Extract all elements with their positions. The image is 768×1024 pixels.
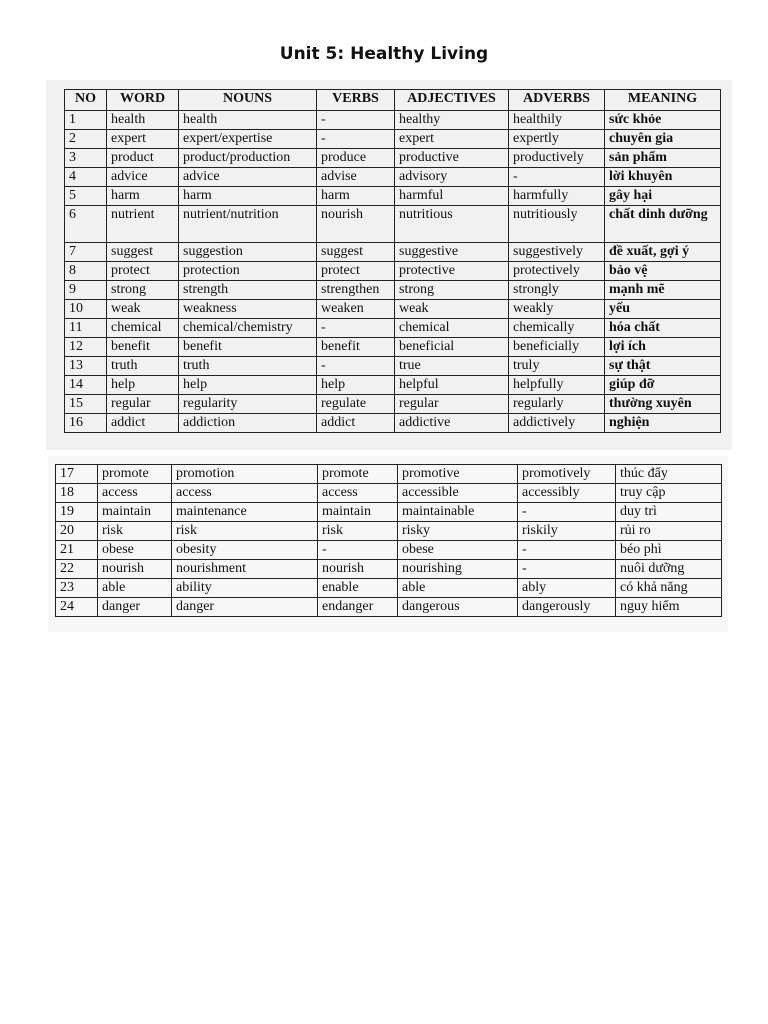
table-cell: chemically: [509, 319, 605, 338]
table-cell: strongly: [509, 281, 605, 300]
table-row: [56, 560, 722, 579]
table-cell: đề xuất, gợi ý: [605, 243, 721, 262]
column-header: WORD: [107, 90, 179, 111]
table-row: [56, 541, 722, 560]
table-cell: helpful: [395, 376, 509, 395]
table-cell: protect: [107, 262, 179, 281]
table-cell: 18: [56, 484, 98, 503]
table-cell: -: [518, 503, 616, 522]
table-cell: -: [317, 319, 395, 338]
table-cell: chemical: [107, 319, 179, 338]
table-cell: 9: [65, 281, 107, 300]
table-cell: nourish: [98, 560, 172, 579]
table-cell: nuôi dưỡng: [616, 560, 722, 579]
table-row: [65, 376, 721, 395]
table-cell: weakness: [179, 300, 317, 319]
table-cell: addict: [107, 414, 179, 433]
table-cell: mạnh mẽ: [605, 281, 721, 300]
table-cell: strong: [395, 281, 509, 300]
table-header-row: [65, 90, 721, 111]
table-cell: danger: [172, 598, 318, 617]
table-cell: advise: [317, 168, 395, 187]
table-cell: sản phẩm: [605, 149, 721, 168]
table-cell: regularity: [179, 395, 317, 414]
table-cell: expert: [107, 130, 179, 149]
column-header: MEANING: [605, 90, 721, 111]
table-cell: obese: [398, 541, 518, 560]
table-cell: 2: [65, 130, 107, 149]
table-cell: 17: [56, 465, 98, 484]
table-cell: harmful: [395, 187, 509, 206]
table-cell: health: [179, 111, 317, 130]
table-cell: access: [318, 484, 398, 503]
table-cell: benefit: [179, 338, 317, 357]
table-cell: regular: [107, 395, 179, 414]
table-cell: nourish: [318, 560, 398, 579]
table-cell: promote: [98, 465, 172, 484]
table-cell: risk: [172, 522, 318, 541]
vocabulary-table-2: [55, 464, 722, 617]
table-row: [56, 598, 722, 617]
table-cell: 20: [56, 522, 98, 541]
table-cell: productively: [509, 149, 605, 168]
table-cell: accessibly: [518, 484, 616, 503]
table-cell: advice: [179, 168, 317, 187]
table-row: [65, 395, 721, 414]
table-cell: promotion: [172, 465, 318, 484]
table-cell: product/production: [179, 149, 317, 168]
table-cell: 8: [65, 262, 107, 281]
table-cell: truth: [179, 357, 317, 376]
table-cell: nourish: [317, 206, 395, 243]
table-row: [65, 206, 721, 243]
table-cell: thường xuyên: [605, 395, 721, 414]
table-row: [65, 168, 721, 187]
table-row: [65, 281, 721, 300]
table-cell: 12: [65, 338, 107, 357]
page-title: Unit 5: Healthy Living: [279, 44, 489, 64]
table-cell: -: [518, 541, 616, 560]
table-cell: regulate: [317, 395, 395, 414]
table-cell: yếu: [605, 300, 721, 319]
table-cell: -: [318, 541, 398, 560]
table-cell: 10: [65, 300, 107, 319]
table-row: [65, 130, 721, 149]
table-cell: accessible: [398, 484, 518, 503]
table-cell: nourishment: [172, 560, 318, 579]
table-cell: harmfully: [509, 187, 605, 206]
table-cell: expert/expertise: [179, 130, 317, 149]
table-row: [56, 465, 722, 484]
table-cell: 14: [65, 376, 107, 395]
table-cell: beneficially: [509, 338, 605, 357]
table-cell: risky: [398, 522, 518, 541]
table-cell: 5: [65, 187, 107, 206]
table-cell: endanger: [318, 598, 398, 617]
table-cell: strong: [107, 281, 179, 300]
table-row: [56, 579, 722, 598]
table-cell: expert: [395, 130, 509, 149]
table-cell: weak: [395, 300, 509, 319]
table-cell: benefit: [317, 338, 395, 357]
table-cell: weakly: [509, 300, 605, 319]
table-cell: bảo vệ: [605, 262, 721, 281]
table-cell: help: [317, 376, 395, 395]
table-cell: 6: [65, 206, 107, 243]
table-cell: addiction: [179, 414, 317, 433]
table-cell: có khả năng: [616, 579, 722, 598]
table-cell: 23: [56, 579, 98, 598]
table-cell: danger: [98, 598, 172, 617]
table-cell: béo phì: [616, 541, 722, 560]
table-cell: nutrient/nutrition: [179, 206, 317, 243]
table-cell: -: [509, 168, 605, 187]
table-row: [56, 484, 722, 503]
table-cell: nutrient: [107, 206, 179, 243]
table-cell: weak: [107, 300, 179, 319]
table-cell: weaken: [317, 300, 395, 319]
table-cell: 7: [65, 243, 107, 262]
table-cell: healthily: [509, 111, 605, 130]
table-cell: beneficial: [395, 338, 509, 357]
table-cell: promotive: [398, 465, 518, 484]
table-cell: 21: [56, 541, 98, 560]
table-row: [65, 414, 721, 433]
table-cell: obesity: [172, 541, 318, 560]
table-row: [65, 319, 721, 338]
table-cell: able: [98, 579, 172, 598]
table-row: [65, 111, 721, 130]
table-cell: nghiện: [605, 414, 721, 433]
table-cell: benefit: [107, 338, 179, 357]
table-cell: expertly: [509, 130, 605, 149]
table-cell: -: [317, 130, 395, 149]
table-cell: harm: [317, 187, 395, 206]
table-cell: nutritiously: [509, 206, 605, 243]
table-cell: regularly: [509, 395, 605, 414]
table-cell: chuyên gia: [605, 130, 721, 149]
table-cell: lời khuyên: [605, 168, 721, 187]
table-cell: access: [98, 484, 172, 503]
table-cell: suggestively: [509, 243, 605, 262]
table-cell: help: [179, 376, 317, 395]
table-cell: strength: [179, 281, 317, 300]
table-cell: protect: [317, 262, 395, 281]
table-cell: 16: [65, 414, 107, 433]
table-cell: 24: [56, 598, 98, 617]
vocabulary-table-1: [64, 89, 721, 433]
table-cell: obese: [98, 541, 172, 560]
table-row: [65, 187, 721, 206]
column-header: VERBS: [317, 90, 395, 111]
table-cell: addictive: [395, 414, 509, 433]
table-cell: promote: [318, 465, 398, 484]
table-cell: nguy hiểm: [616, 598, 722, 617]
column-header: NO: [65, 90, 107, 111]
table-cell: 3: [65, 149, 107, 168]
table-row: [65, 243, 721, 262]
table-cell: maintenance: [172, 503, 318, 522]
table-cell: 1: [65, 111, 107, 130]
table-cell: hóa chất: [605, 319, 721, 338]
table-cell: rủi ro: [616, 522, 722, 541]
table-row: [56, 503, 722, 522]
table-cell: risk: [98, 522, 172, 541]
column-header: ADJECTIVES: [395, 90, 509, 111]
table-cell: health: [107, 111, 179, 130]
table-cell: regular: [395, 395, 509, 414]
table-cell: chemical/chemistry: [179, 319, 317, 338]
table-cell: enable: [318, 579, 398, 598]
table-cell: 13: [65, 357, 107, 376]
table-cell: harm: [107, 187, 179, 206]
table-cell: productive: [395, 149, 509, 168]
table-cell: suggest: [317, 243, 395, 262]
table-cell: giúp đỡ: [605, 376, 721, 395]
table-cell: truy cập: [616, 484, 722, 503]
table-cell: able: [398, 579, 518, 598]
table-cell: lợi ích: [605, 338, 721, 357]
table-row: [65, 300, 721, 319]
table-cell: protection: [179, 262, 317, 281]
table-cell: strengthen: [317, 281, 395, 300]
table-cell: produce: [317, 149, 395, 168]
table-cell: chemical: [395, 319, 509, 338]
table-cell: truth: [107, 357, 179, 376]
table-cell: nourishing: [398, 560, 518, 579]
table-cell: -: [317, 111, 395, 130]
table-cell: protectively: [509, 262, 605, 281]
table-cell: 15: [65, 395, 107, 414]
table-row: [65, 262, 721, 281]
table-cell: chất dinh dưỡng: [605, 206, 721, 243]
table-row: [65, 149, 721, 168]
table-cell: ability: [172, 579, 318, 598]
table-cell: advisory: [395, 168, 509, 187]
table-row: [65, 357, 721, 376]
table-cell: duy trì: [616, 503, 722, 522]
table-cell: 22: [56, 560, 98, 579]
table-cell: 4: [65, 168, 107, 187]
table-row: [65, 338, 721, 357]
table-cell: suggestion: [179, 243, 317, 262]
table-cell: addict: [317, 414, 395, 433]
table-cell: maintain: [318, 503, 398, 522]
table-cell: dangerously: [518, 598, 616, 617]
table-cell: sức khỏe: [605, 111, 721, 130]
table-cell: riskily: [518, 522, 616, 541]
table-cell: promotively: [518, 465, 616, 484]
table-cell: -: [317, 357, 395, 376]
table-cell: maintainable: [398, 503, 518, 522]
table-cell: helpfully: [509, 376, 605, 395]
table-cell: suggest: [107, 243, 179, 262]
table-cell: harm: [179, 187, 317, 206]
column-header: ADVERBS: [509, 90, 605, 111]
table-cell: suggestive: [395, 243, 509, 262]
table-cell: 11: [65, 319, 107, 338]
table-cell: dangerous: [398, 598, 518, 617]
table-cell: protective: [395, 262, 509, 281]
table-cell: truly: [509, 357, 605, 376]
table-cell: 19: [56, 503, 98, 522]
table-cell: maintain: [98, 503, 172, 522]
table-cell: healthy: [395, 111, 509, 130]
table-cell: sự thật: [605, 357, 721, 376]
table-cell: addictively: [509, 414, 605, 433]
table-cell: advice: [107, 168, 179, 187]
table-cell: product: [107, 149, 179, 168]
table-cell: access: [172, 484, 318, 503]
table-cell: nutritious: [395, 206, 509, 243]
table-cell: ably: [518, 579, 616, 598]
table-cell: -: [518, 560, 616, 579]
table-cell: thúc đẩy: [616, 465, 722, 484]
table-cell: help: [107, 376, 179, 395]
table-cell: gây hại: [605, 187, 721, 206]
table-row: [56, 522, 722, 541]
table-cell: true: [395, 357, 509, 376]
column-header: NOUNS: [179, 90, 317, 111]
table-cell: risk: [318, 522, 398, 541]
